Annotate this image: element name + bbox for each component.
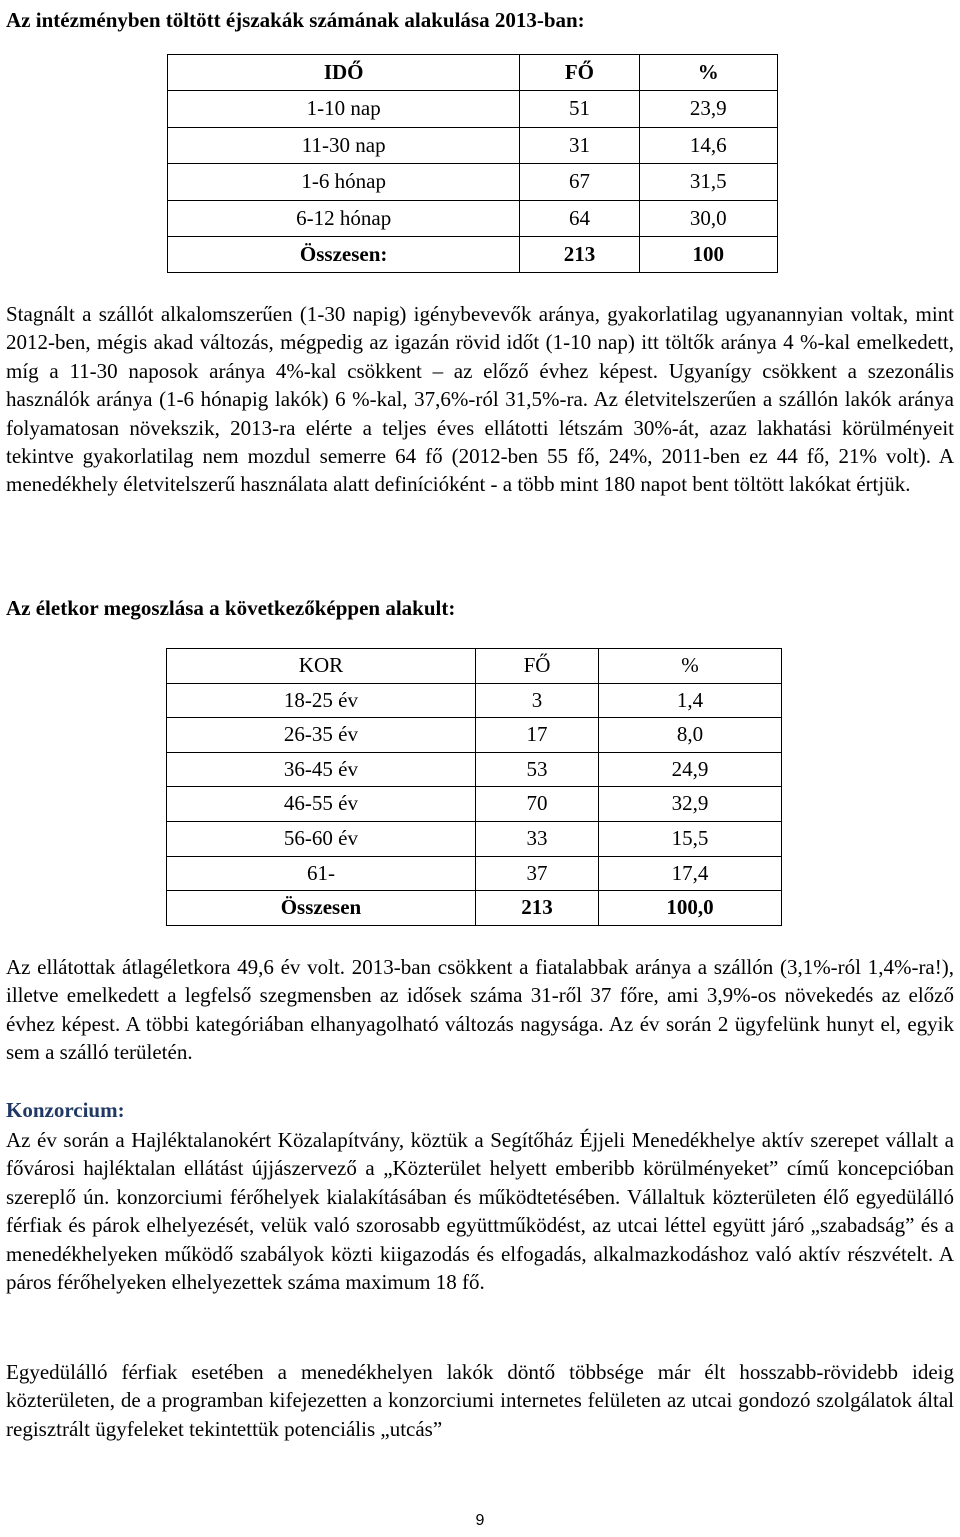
table-cell: 23,9 [639, 91, 777, 127]
table-cell: 36-45 év [167, 752, 476, 787]
table-row [168, 200, 778, 236]
table-header-cell: % [639, 55, 777, 91]
table-cell: 70 [475, 787, 598, 822]
table-cell: 32,9 [599, 787, 782, 822]
paragraph-consortium: Az év során a Hajléktalanokért Közalapítvány, köztük a Segítőház Éjjeli Menedékhelye aktív szerepet vállalt a fővárosi hajléktalan ellátást újjászervező a „Közterület helyett emberibb körülményeket” című koncepcióban szereplő ún. konzorciumi férőhelyek kialakításában és működtetésében. Vállaltuk közterületen élő egyedülálló férfiak és párok elhelyezését, velük való szorosabb együttműködést, az utcai léttel együtt járó „szabadság” és a menedékhelyeken működő szabályok közti kiigazodás és elfogadás, alkalmazkodáshoz való aktív részvételt. A páros férőhelyeken elhelyezettek száma maximum 18 fő. [6, 1128, 954, 1295]
nights-table [167, 54, 778, 273]
table-cell: 51 [520, 91, 639, 127]
table-row [167, 821, 782, 856]
table-cell: 11-30 nap [168, 127, 520, 163]
table-header-cell: KOR [167, 649, 476, 684]
table-cell: 67 [520, 164, 639, 200]
table-total-cell: Összesen [167, 891, 476, 926]
table-total-cell: 100,0 [599, 891, 782, 926]
page-number: 9 [475, 1512, 485, 1529]
table-cell: 30,0 [639, 200, 777, 236]
table-cell: 1,4 [599, 683, 782, 718]
table-total-cell: 213 [520, 237, 639, 273]
table-cell: 8,0 [599, 718, 782, 753]
table-row [167, 787, 782, 822]
table-row [167, 683, 782, 718]
table-header-cell: IDŐ [168, 55, 520, 91]
table-cell: 17 [475, 718, 598, 753]
table-cell: 31,5 [639, 164, 777, 200]
table-cell: 37 [475, 856, 598, 891]
table-header-row [168, 55, 778, 91]
table-cell: 61- [167, 856, 476, 891]
heading-age: Az életkor megoszlása a következőképpen alakult: [6, 596, 456, 620]
table-header-cell: FŐ [475, 649, 598, 684]
table-cell: 26-35 év [167, 718, 476, 753]
table-cell: 3 [475, 683, 598, 718]
table-cell: 18-25 év [167, 683, 476, 718]
table-cell: 1-10 nap [168, 91, 520, 127]
table-cell: 56-60 év [167, 821, 476, 856]
table-row [168, 164, 778, 200]
table-cell: 17,4 [599, 856, 782, 891]
table-row [167, 752, 782, 787]
table-total-cell: Összesen: [168, 237, 520, 273]
table-row [168, 91, 778, 127]
table-total-cell: 213 [475, 891, 598, 926]
table-cell: 53 [475, 752, 598, 787]
table-cell: 24,9 [599, 752, 782, 787]
table-header-row [167, 649, 782, 684]
table-total-row [168, 237, 778, 273]
table-total-row [167, 891, 782, 926]
table-cell: 15,5 [599, 821, 782, 856]
table-cell: 1-6 hónap [168, 164, 520, 200]
table-cell: 33 [475, 821, 598, 856]
paragraph-nights-analysis: Stagnált a szállót alkalomszerűen (1-30 napig) igénybevevők aránya, gyakorlatilag ugyanannyian voltak, mint 2012-ben, mégis akad változás, mégpedig az igazán rövid időt (1-10 nap) itt töltők aránya 4 %-kal emelkedett, míg a 11-30 naposok aránya 4%-kal csökkent – az előző évhez képest. Ugyanígy csökkent a szezonális használók aránya (1-6 hónapig lakók) 6 %-kal, 37,6%-ról 31,5%-ra. Az életvitelszerűen a szállón lakók aránya folyamatosan növekszik, 2013-ra elérte a teljes éves ellátotti létszám 30%-át, azaz lakhatási körülményeit tekintve gyakorlatilag nem mozdul semerre 64 fő (2012-ben 55 fő, 24%, 2011-ben ez 44 fő, 21% volt). A menedékhely életvitelszerű használata alatt definícióként - a több mint 180 napot bent töltött lakókat értjük. [6, 302, 954, 497]
table-row [167, 856, 782, 891]
paragraph-single-men: Egyedülálló férfiak esetében a menedékhelyen lakók döntő többsége már élt hosszabb-rövidebb ideig közterületen, de a programban kifejezetten a konzorciumi internetes felületen az utcai gondozó szolgálatok által regisztrált ügyfeleket tekintettük potenciális „utcás” [6, 1360, 954, 1441]
table-row [167, 718, 782, 753]
table-cell: 14,6 [639, 127, 777, 163]
table-cell: 6-12 hónap [168, 200, 520, 236]
table-header-cell: % [599, 649, 782, 684]
heading-nights: Az intézményben töltött éjszakák számának alakulása 2013-ban: [6, 8, 585, 32]
paragraph-age-analysis: Az ellátottak átlagéletkora 49,6 év volt. 2013-ban csökkent a fiatalabbak aránya a szállón (3,1%-ról 1,4%-ra!), illetve emelkedett a legfelső szegmensben az idősek száma 31-ről 37 főre, ami 3,9%-os növekedés az előző évhez képest. A többi kategóriában elhanyagolható változás nagysága. Az év során 2 ügyfelünk hunyt el, egyik sem a szálló területén. [6, 955, 954, 1065]
age-table [166, 648, 782, 926]
table-row [168, 127, 778, 163]
table-header-cell: FŐ [520, 55, 639, 91]
table-cell: 31 [520, 127, 639, 163]
table-total-cell: 100 [639, 237, 777, 273]
table-cell: 64 [520, 200, 639, 236]
consortium-heading: Konzorcium: [6, 1098, 125, 1122]
table-cell: 46-55 év [167, 787, 476, 822]
